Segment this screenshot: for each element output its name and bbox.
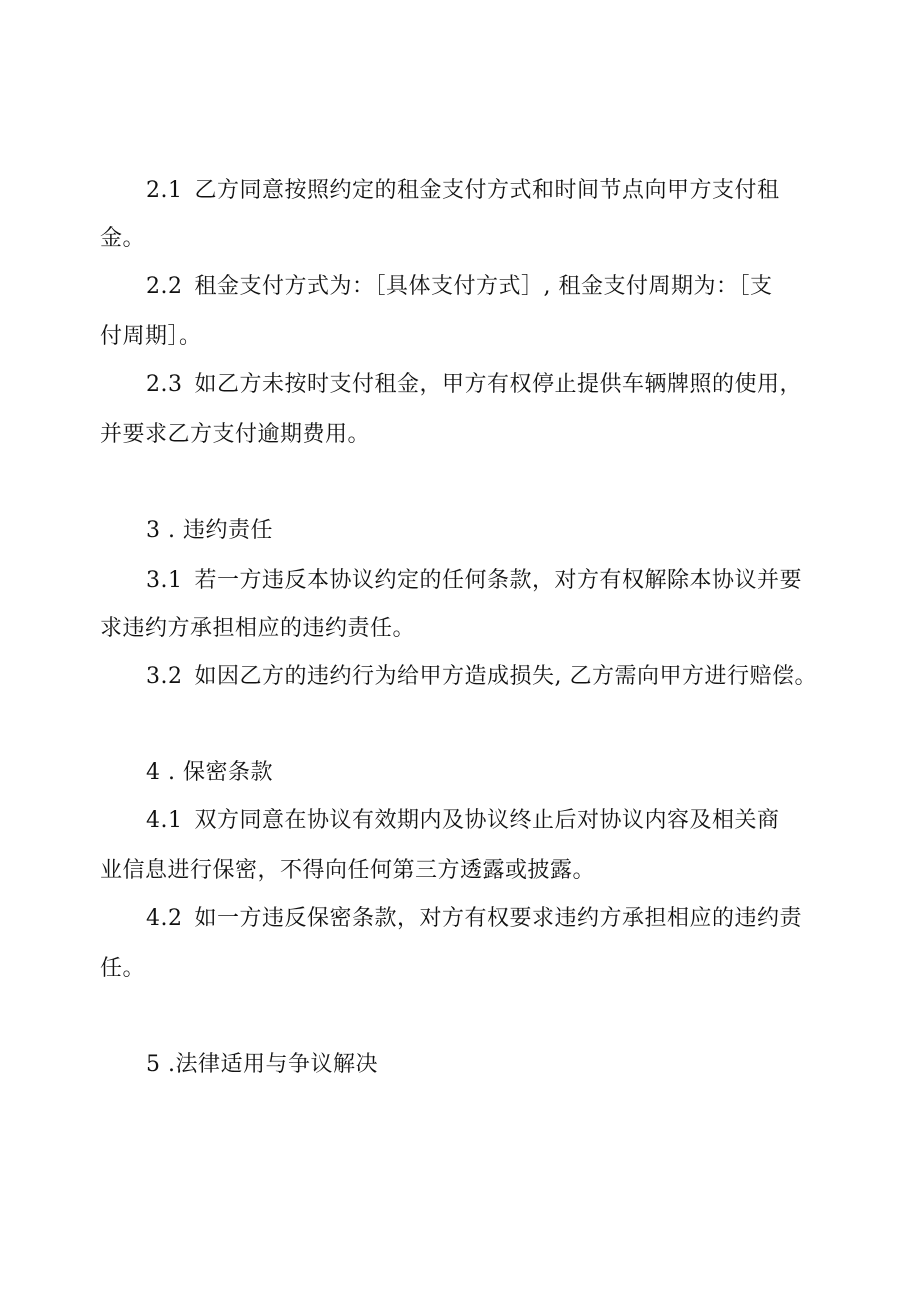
clause-number: 3.2 [146, 664, 183, 689]
section-3-heading: 3 . 违约责任 [146, 518, 273, 543]
clause-text: 租金支付方式为：［具体支付方式］, 租金支付周期为：［支 [194, 274, 773, 299]
clause-4-2-line-2: 任。 [100, 956, 146, 981]
clause-3-2-line-1 [146, 662, 817, 692]
clause-2-1-line-2: 金。 [100, 226, 146, 251]
clause-text: 双方同意在协议有效期内及协议终止后对协议内容及相关商 [194, 808, 780, 833]
clause-text: 如一方违反保密条款，对方有权要求违约方承担相应的违约责 [194, 906, 803, 931]
clause-2-3-line-1 [146, 370, 802, 400]
clause-text: 乙方同意按照约定的租金支付方式和时间节点向甲方支付租 [194, 178, 780, 203]
clause-number: 2.3 [146, 372, 183, 397]
clause-number: 4.1 [146, 808, 183, 833]
section-4-heading: 4 . 保密条款 [146, 760, 273, 785]
clause-number: 2.1 [146, 178, 183, 203]
clause-number: 3.1 [146, 568, 183, 593]
clause-number: 2.2 [146, 274, 183, 299]
section-5-heading: 5 .法律适用与争议解决 [146, 1052, 378, 1077]
clause-2-2-line-2: 付周期］。 [100, 324, 202, 349]
clause-3-1-line-2: 求违约方承担相应的违约责任。 [100, 616, 416, 641]
clause-text: 如因乙方的违约行为给甲方造成损失, 乙方需向甲方进行赔偿。 [194, 664, 817, 689]
clause-4-1-line-2: 业信息进行保密，不得向任何第三方透露或披露。 [100, 858, 596, 883]
clause-number: 4.2 [146, 906, 183, 931]
clause-text: 如乙方未按时支付租金，甲方有权停止提供车辆牌照的使用， [194, 372, 803, 397]
clause-text: 若一方违反本协议约定的任何条款，对方有权解除本协议并要 [194, 568, 803, 593]
clause-2-3-line-2: 并要求乙方支付逾期费用。 [100, 422, 371, 447]
clause-2-1-line-1 [146, 176, 780, 206]
clause-3-1-line-1 [146, 566, 802, 596]
clause-2-2-line-1 [146, 272, 773, 302]
clause-4-2-line-1 [146, 904, 802, 934]
clause-4-1-line-1 [146, 806, 780, 836]
